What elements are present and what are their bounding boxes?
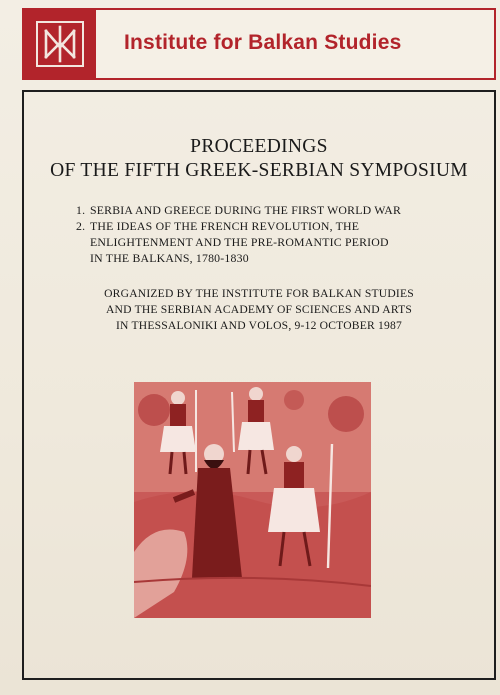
organizers-line-2: AND THE SERBIAN ACADEMY OF SCIENCES AND ARTS (105, 303, 413, 316)
institute-name: Institute for Balkan Studies (124, 31, 402, 54)
topic-text-continued: ENLIGHTENMENT AND THE PRE-ROMANTIC PERIOD (90, 235, 389, 249)
organizers-line-3: IN THESSALONIKI AND VOLOS, 9-12 OCTOBER 1987 (115, 319, 403, 332)
topic-text: THE IDEAS OF THE FRENCH REVOLUTION, THE (90, 219, 360, 233)
topic-text-continued: IN THE BALKANS, 1780-1830 (90, 251, 249, 265)
title-line-1: PROCEEDINGS (190, 136, 328, 157)
topic-item-2 (76, 218, 476, 234)
topic-text: SERBIA AND GREECE DURING THE FIRST WORLD WAR (90, 203, 402, 217)
content-frame (22, 90, 496, 680)
monogram-glyph (38, 23, 82, 65)
publisher-header (22, 8, 496, 80)
organizers-statement (24, 286, 494, 334)
topic-number: 2. (76, 219, 86, 233)
illustration-drawing (134, 382, 371, 618)
topic-list (76, 202, 476, 266)
institute-monogram-icon (24, 10, 96, 78)
topic-item-1 (76, 202, 476, 218)
title-line-2: OF THE FIFTH GREEK-SERBIAN SYMPOSIUM (50, 160, 468, 181)
folk-painting-figures-icon (134, 382, 371, 618)
organizers-line-1: ORGANIZED BY THE INSTITUTE FOR BALKAN STUDIES (104, 287, 414, 300)
topic-number: 1. (76, 203, 86, 217)
